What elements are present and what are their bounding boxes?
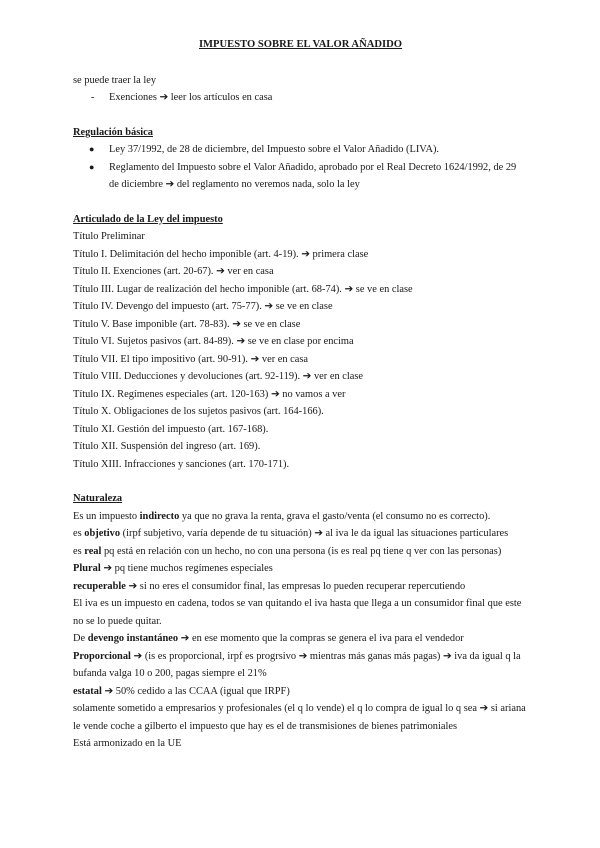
articulado-line: Título VII. El tipo impositivo (art. 90-91). ➔ ver en casa bbox=[73, 353, 309, 365]
articulado-line: Título II. Exenciones (art. 20-67). ➔ ver en casa bbox=[73, 266, 274, 277]
intro-text: se puede traer la ley bbox=[73, 74, 157, 86]
naturaleza-line: solamente sometido a empresarios y profesionales (el q lo vende) el q lo compra de igual lo q sea ➔ si ariana le vende coche a gilberto el impuesto que hay es el de transmisiones de bienes patrimoniales bbox=[73, 703, 526, 732]
section-heading-regulacion: Regulación básica bbox=[73, 126, 153, 138]
naturaleza-line: De devengo instantáneo ➔ en ese momento que la compras se genera el iva para el vendedor bbox=[73, 633, 464, 644]
bullet-icon: ● bbox=[89, 144, 95, 154]
articulado-line: Título Preliminar bbox=[73, 231, 145, 242]
naturaleza-line: Proporcional ➔ (is es proporcional, irpf es progrsivo ➔ mientras más ganas más pagas) ➔ iva da igual q la bufanda valga 10 o 200, pagas siempre el 21% bbox=[73, 650, 521, 679]
page-title: IMPUESTO SOBRE EL VALOR AÑADIDO bbox=[198, 39, 403, 50]
naturaleza-line: El iva es un impuesto en cadena, todos se van quitando el iva hasta que llega a un consumidor final que este no se lo puede quitar. bbox=[73, 598, 522, 627]
list-item: ● Reglamento del Impuesto sobre el Valor Añadido, aprobado por el Real Decreto 1624/1992, de 29 de diciembre ➔ del reglamento no veremos nada, solo la ley bbox=[73, 159, 528, 194]
articulado-line: Título XIII. Infracciones y sanciones (art. 170-171). bbox=[73, 458, 290, 470]
articulado-line: Título V. Base imponible (art. 78-83). ➔ se ve en clase bbox=[73, 318, 301, 330]
bullet-icon: ● bbox=[89, 161, 95, 172]
list-item: ● Ley 37/1992, de 28 de diciembre, del Impuesto sobre el Valor Añadido (LIVA). bbox=[73, 141, 528, 159]
naturaleza-line: estatal ➔ 50% cedido a las CCAA (igual que IRPF) bbox=[73, 685, 290, 697]
naturaleza-line: es objetivo (irpf subjetivo, varía depende de tu situación) ➔ al iva le da igual las situaciones particulares bbox=[73, 528, 509, 539]
intro-list-item: - Exenciones ➔ leer los artículos en casa bbox=[73, 89, 528, 107]
articulado-line: Título X. Obligaciones de los sujetos pasivos (art. 164-166). bbox=[73, 406, 324, 417]
dash-marker: - bbox=[91, 92, 95, 103]
section-heading-articulado: Articulado de la Ley del impuesto bbox=[73, 213, 223, 225]
section-heading-naturaleza: Naturaleza bbox=[73, 493, 123, 504]
articulado-line: Título IX. Regímenes especiales (art. 120-163) ➔ no vamos a ver bbox=[73, 388, 346, 400]
articulado-line: Título XII. Suspensión del ingreso (art. 169). bbox=[73, 441, 261, 452]
naturaleza-line: Es un impuesto indirecto ya que no grava la renta, grava el gasto/venta (el consumo no es correcto). bbox=[73, 510, 491, 522]
articulado-line: Título VI. Sujetos pasivos (art. 84-89). ➔ se ve en clase por encima bbox=[73, 336, 354, 347]
articulado-line: Título I. Delimitación del hecho imponible (art. 4-19). ➔ primera clase bbox=[73, 248, 369, 260]
articulado-line: Título VIII. Deducciones y devoluciones (art. 92-119). ➔ ver en clase bbox=[73, 371, 364, 382]
articulado-line: Título III. Lugar de realización del hecho imponible (art. 68-74). ➔ se ve en clase bbox=[73, 283, 413, 295]
articulado-line: Título XI. Gestión del impuesto (art. 167-168). bbox=[73, 423, 269, 435]
naturaleza-line: Plural ➔ pq tiene muchos regímenes especiales bbox=[73, 563, 273, 574]
naturaleza-line: Está armonizado en la UE bbox=[73, 738, 182, 749]
regulacion-list bbox=[73, 141, 528, 194]
naturaleza-line: recuperable ➔ si no eres el consumidor final, las empresas lo pueden recuperar repercutiendo bbox=[73, 580, 466, 592]
naturaleza-line: es real pq está en relación con un hecho, no con una persona (is es real pq tiene q ver con las personas) bbox=[73, 545, 502, 557]
articulado-line: Título IV. Devengo del impuesto (art. 75-77). ➔ se ve en clase bbox=[73, 301, 333, 312]
